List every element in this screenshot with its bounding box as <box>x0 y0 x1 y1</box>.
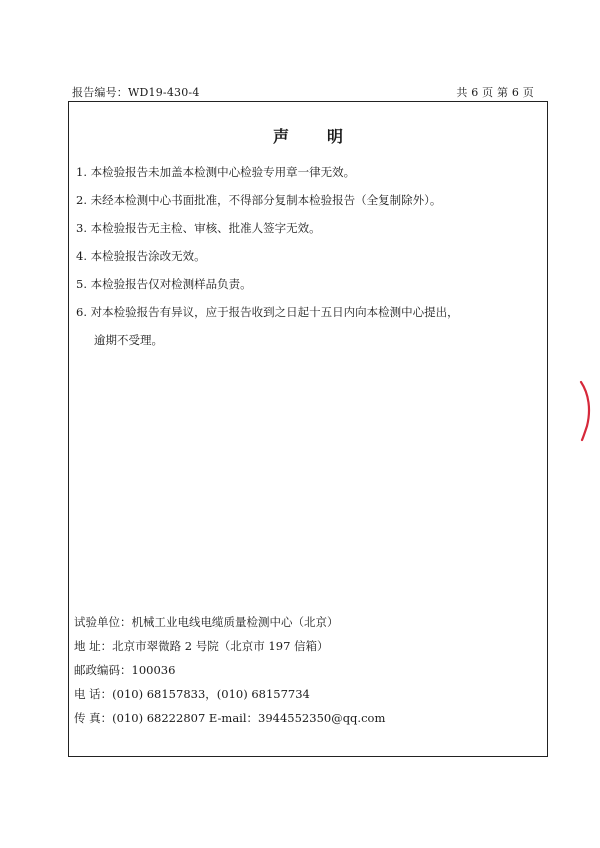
phone: 电 话：(010) 68157833，(010) 68157734 <box>74 687 310 701</box>
clause-6-continuation: 逾期不受理。 <box>94 333 163 347</box>
statement-title: 声明 <box>272 127 381 146</box>
statement-frame <box>68 101 548 757</box>
testing-unit: 试验单位：机械工业电线电缆质量检测中心（北京） <box>74 615 339 629</box>
postcode: 邮政编码：100036 <box>74 663 176 677</box>
clause-2: 2. 未经本检测中心书面批准，不得部分复制本检验报告（全复制除外）。 <box>76 193 442 207</box>
clause-5: 5. 本检验报告仅对检测样品负责。 <box>76 277 252 291</box>
red-seal-edge-mark <box>579 380 595 442</box>
fax-email: 传 真：(010) 68222807 E-mail：3944552350@qq.com <box>74 711 386 725</box>
page-indicator: 共 6 页 第 6 页 <box>456 86 534 99</box>
clause-1: 1. 本检验报告未加盖本检测中心检验专用章一律无效。 <box>76 165 356 179</box>
report-number: 报告编号：WD19-430-4 <box>72 86 200 99</box>
address: 地 址：北京市翠微路 2 号院（北京市 197 信箱） <box>74 639 329 653</box>
clause-6: 6. 对本检验报告有异议，应于报告收到之日起十五日内向本检测中心提出， <box>76 305 459 319</box>
clause-3: 3. 本检验报告无主检、审核、批准人签字无效。 <box>76 221 321 235</box>
clause-4: 4. 本检验报告涂改无效。 <box>76 249 206 263</box>
